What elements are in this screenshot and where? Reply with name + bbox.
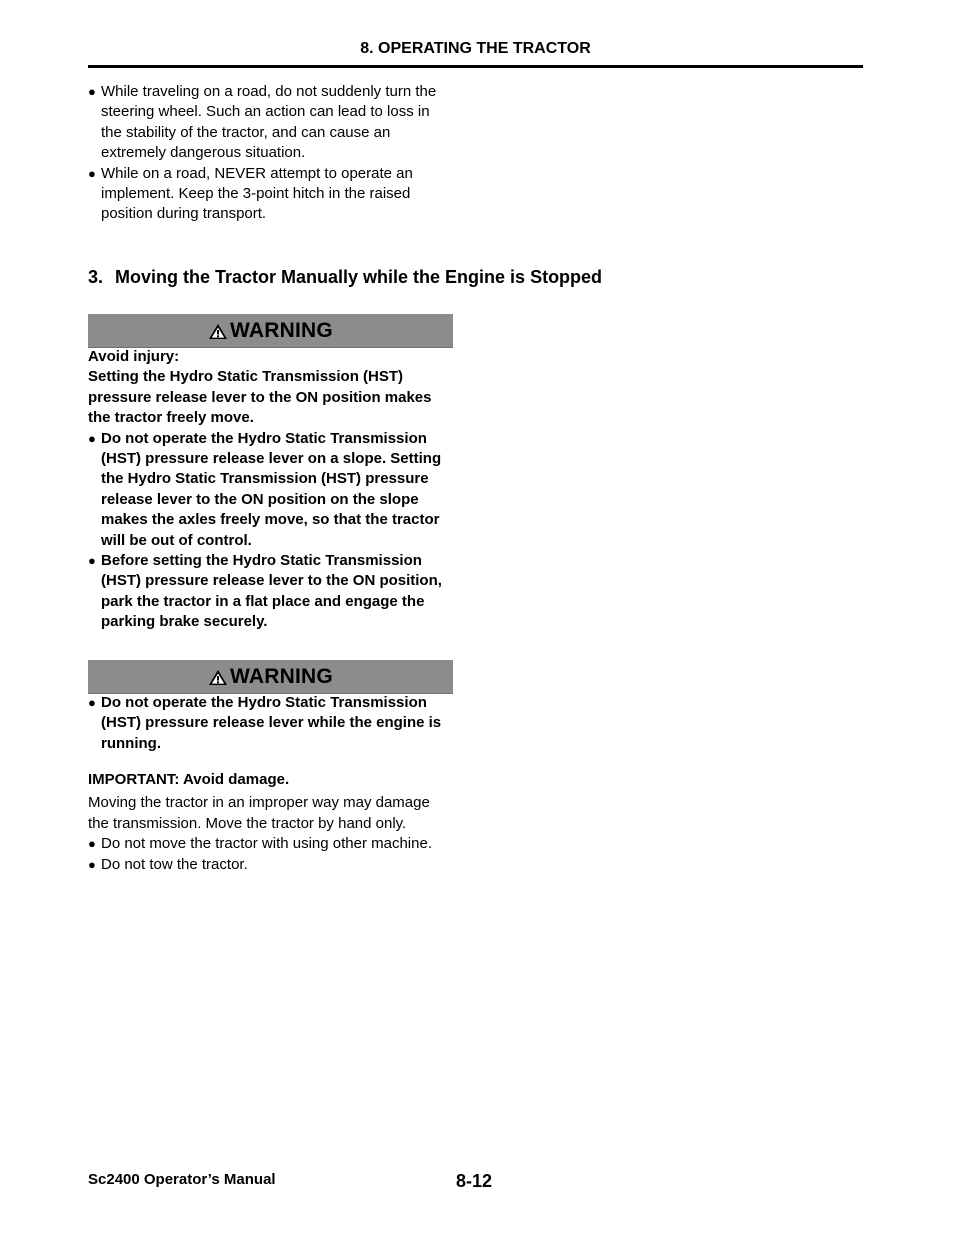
- bullet-icon: ●: [88, 695, 96, 710]
- page-header-title: 8. OPERATING THE TRACTOR: [360, 40, 591, 57]
- warning-triangle-icon: [208, 323, 228, 340]
- section-heading: [88, 266, 602, 288]
- important-text: Moving the tractor in an improper way may damage the transmission. Move the tractor by hand only.: [88, 794, 430, 832]
- list-item: ● While on a road, NEVER attempt to operate an implement. Keep the 3-point hitch in the raised position during transport.: [88, 164, 413, 223]
- bullet-icon: ●: [88, 165, 96, 181]
- bullet-icon: ●: [88, 836, 96, 852]
- list-item: ● Do not tow the tractor.: [88, 855, 454, 875]
- header-rule: [88, 65, 863, 68]
- warning-statement: Setting the Hydro Static Transmission (HST) pressure release lever to the ON position makes the tractor freely move.: [88, 368, 432, 427]
- warning-banner: [88, 314, 453, 348]
- section-title: Moving the Tractor Manually while the Engine is Stopped: [115, 267, 603, 287]
- warning-banner: [88, 660, 453, 694]
- bullet-icon: ●: [88, 84, 96, 99]
- list-item: ● Do not move the tractor with using other machine.: [88, 834, 454, 854]
- warning-lead: Avoid injury:: [88, 348, 180, 365]
- warning-content: [88, 347, 454, 633]
- warning-label: WARNING: [230, 664, 333, 688]
- bullet-icon: ●: [88, 856, 96, 872]
- list-item: ● Do not operate the Hydro Static Transmission (HST) pressure release lever while the engine is running.: [88, 694, 442, 752]
- bullet-icon: ●: [88, 430, 96, 446]
- footer-manual-title: Sc2400 Operator’s Manual: [88, 1171, 276, 1188]
- warning-content: [88, 693, 454, 754]
- list-item: ● Do not operate the Hydro Static Transmission (HST) pressure release lever on a slope. Setting the Hydro Static Transmission (HST) pressure release lever to the ON position on the slope makes the axles freely move, so that the tractor will be out of control.: [88, 429, 442, 549]
- section-number: 3.: [88, 267, 104, 287]
- warning-label: WARNING: [230, 318, 333, 342]
- list-item: ● While traveling on a road, do not suddenly turn the steering wheel. Such an action can lead to loss in the stability of the tractor, and can cause an extremely dangerous situation.: [88, 83, 437, 162]
- warning-triangle-icon: [208, 669, 228, 686]
- footer-page-number: 8-12: [456, 1171, 493, 1191]
- intro-bullets: [88, 82, 454, 225]
- important-notice: [88, 770, 454, 875]
- important-heading: IMPORTANT: Avoid damage.: [88, 771, 290, 788]
- bullet-icon: ●: [88, 553, 96, 569]
- list-item: ● Before setting the Hydro Static Transmission (HST) pressure release lever to the ON position, park the tractor in a flat place and engage the parking brake securely.: [88, 552, 442, 631]
